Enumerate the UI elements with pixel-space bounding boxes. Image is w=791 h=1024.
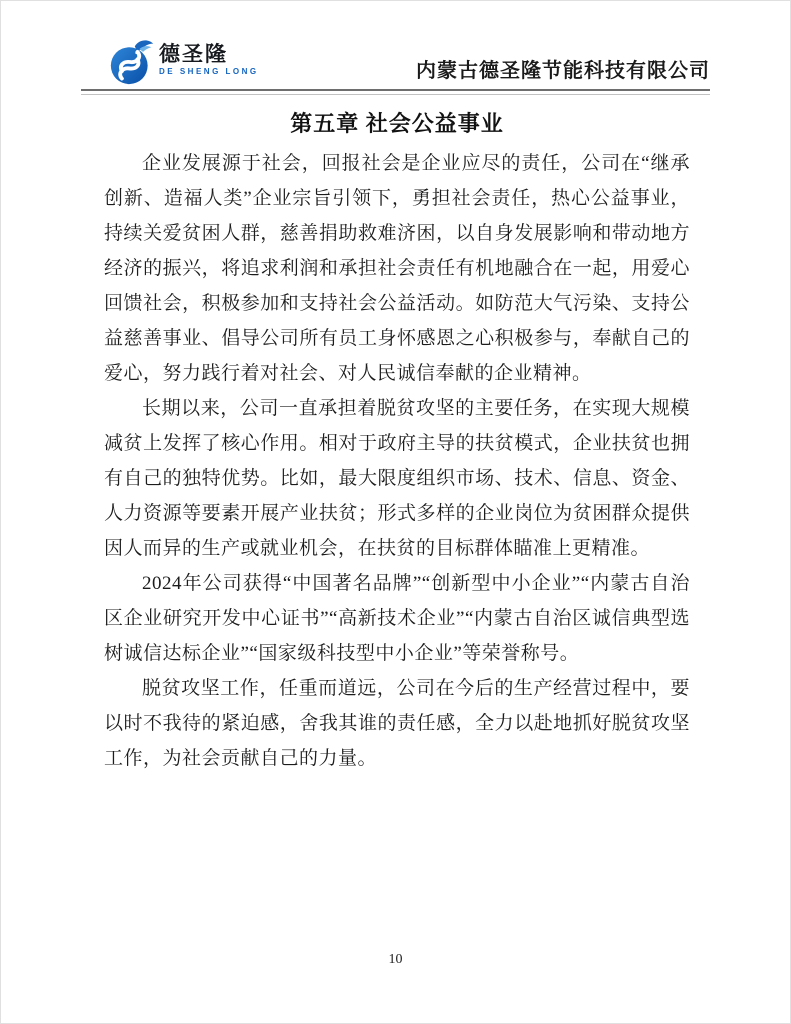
logo-chinese-name: 德圣隆 (159, 43, 228, 66)
paragraph-3: 2024年公司获得“中国著名品牌”“创新型中小企业”“内蒙古自治区企业研究开发中心证书”“高新技术企业”“内蒙古自治区诚信典型选树诚信达标企业”“国家级科技型中小企业”等荣誉称号。 (104, 573, 690, 664)
document-body (104, 107, 690, 776)
header-divider (81, 89, 710, 95)
chapter-title: 第五章 社会公益事业 (290, 111, 504, 136)
paragraph-2: 长期以来，公司一直承担着脱贫攻坚的主要任务，在实现大规模减贫上发挥了核心作用。相对于政府主导的扶贫模式，企业扶贫也拥有自己的独特优势。比如，最大限度组织市场、技术、信息、资金、人力资源等要素开展产业扶贫；形式多样的企业岗位为贫困群众提供因人而异的生产或就业机会，在扶贫的目标群体瞄准上更精准。 (104, 398, 690, 559)
logo-english-name: DE SHENG LONG (159, 67, 259, 76)
company-logo (109, 35, 259, 85)
page-header (81, 35, 710, 95)
page-footer (1, 950, 790, 968)
paragraph-4: 脱贫攻坚工作，任重而道远，公司在今后的生产经营过程中，要以时不我待的紧迫感，舍我其谁的责任感，全力以赴地抓好脱贫攻坚工作，为社会贡献自己的力量。 (104, 678, 690, 769)
company-name: 内蒙古德圣隆节能科技有限公司 (416, 60, 710, 82)
dragon-s-icon (109, 35, 155, 85)
paragraph-1: 企业发展源于社会，回报社会是企业应尽的责任，公司在“继承创新、造福人类”企业宗旨引领下，勇担社会责任，热心公益事业，持续关爱贫困人群，慈善捐助救难济困，以自身发展影响和带动地方经济的振兴，将追求利润和承担社会责任有机地融合在一起，用爱心回馈社会，积极参加和支持社会公益活动。如防范大气污染、支持公益慈善事业、倡导公司所有员工身怀感恩之心积极参与，奉献自己的爱心，努力践行着对社会、对人民诚信奉献的企业精神。 (104, 153, 690, 384)
page-number: 10 (388, 952, 403, 967)
